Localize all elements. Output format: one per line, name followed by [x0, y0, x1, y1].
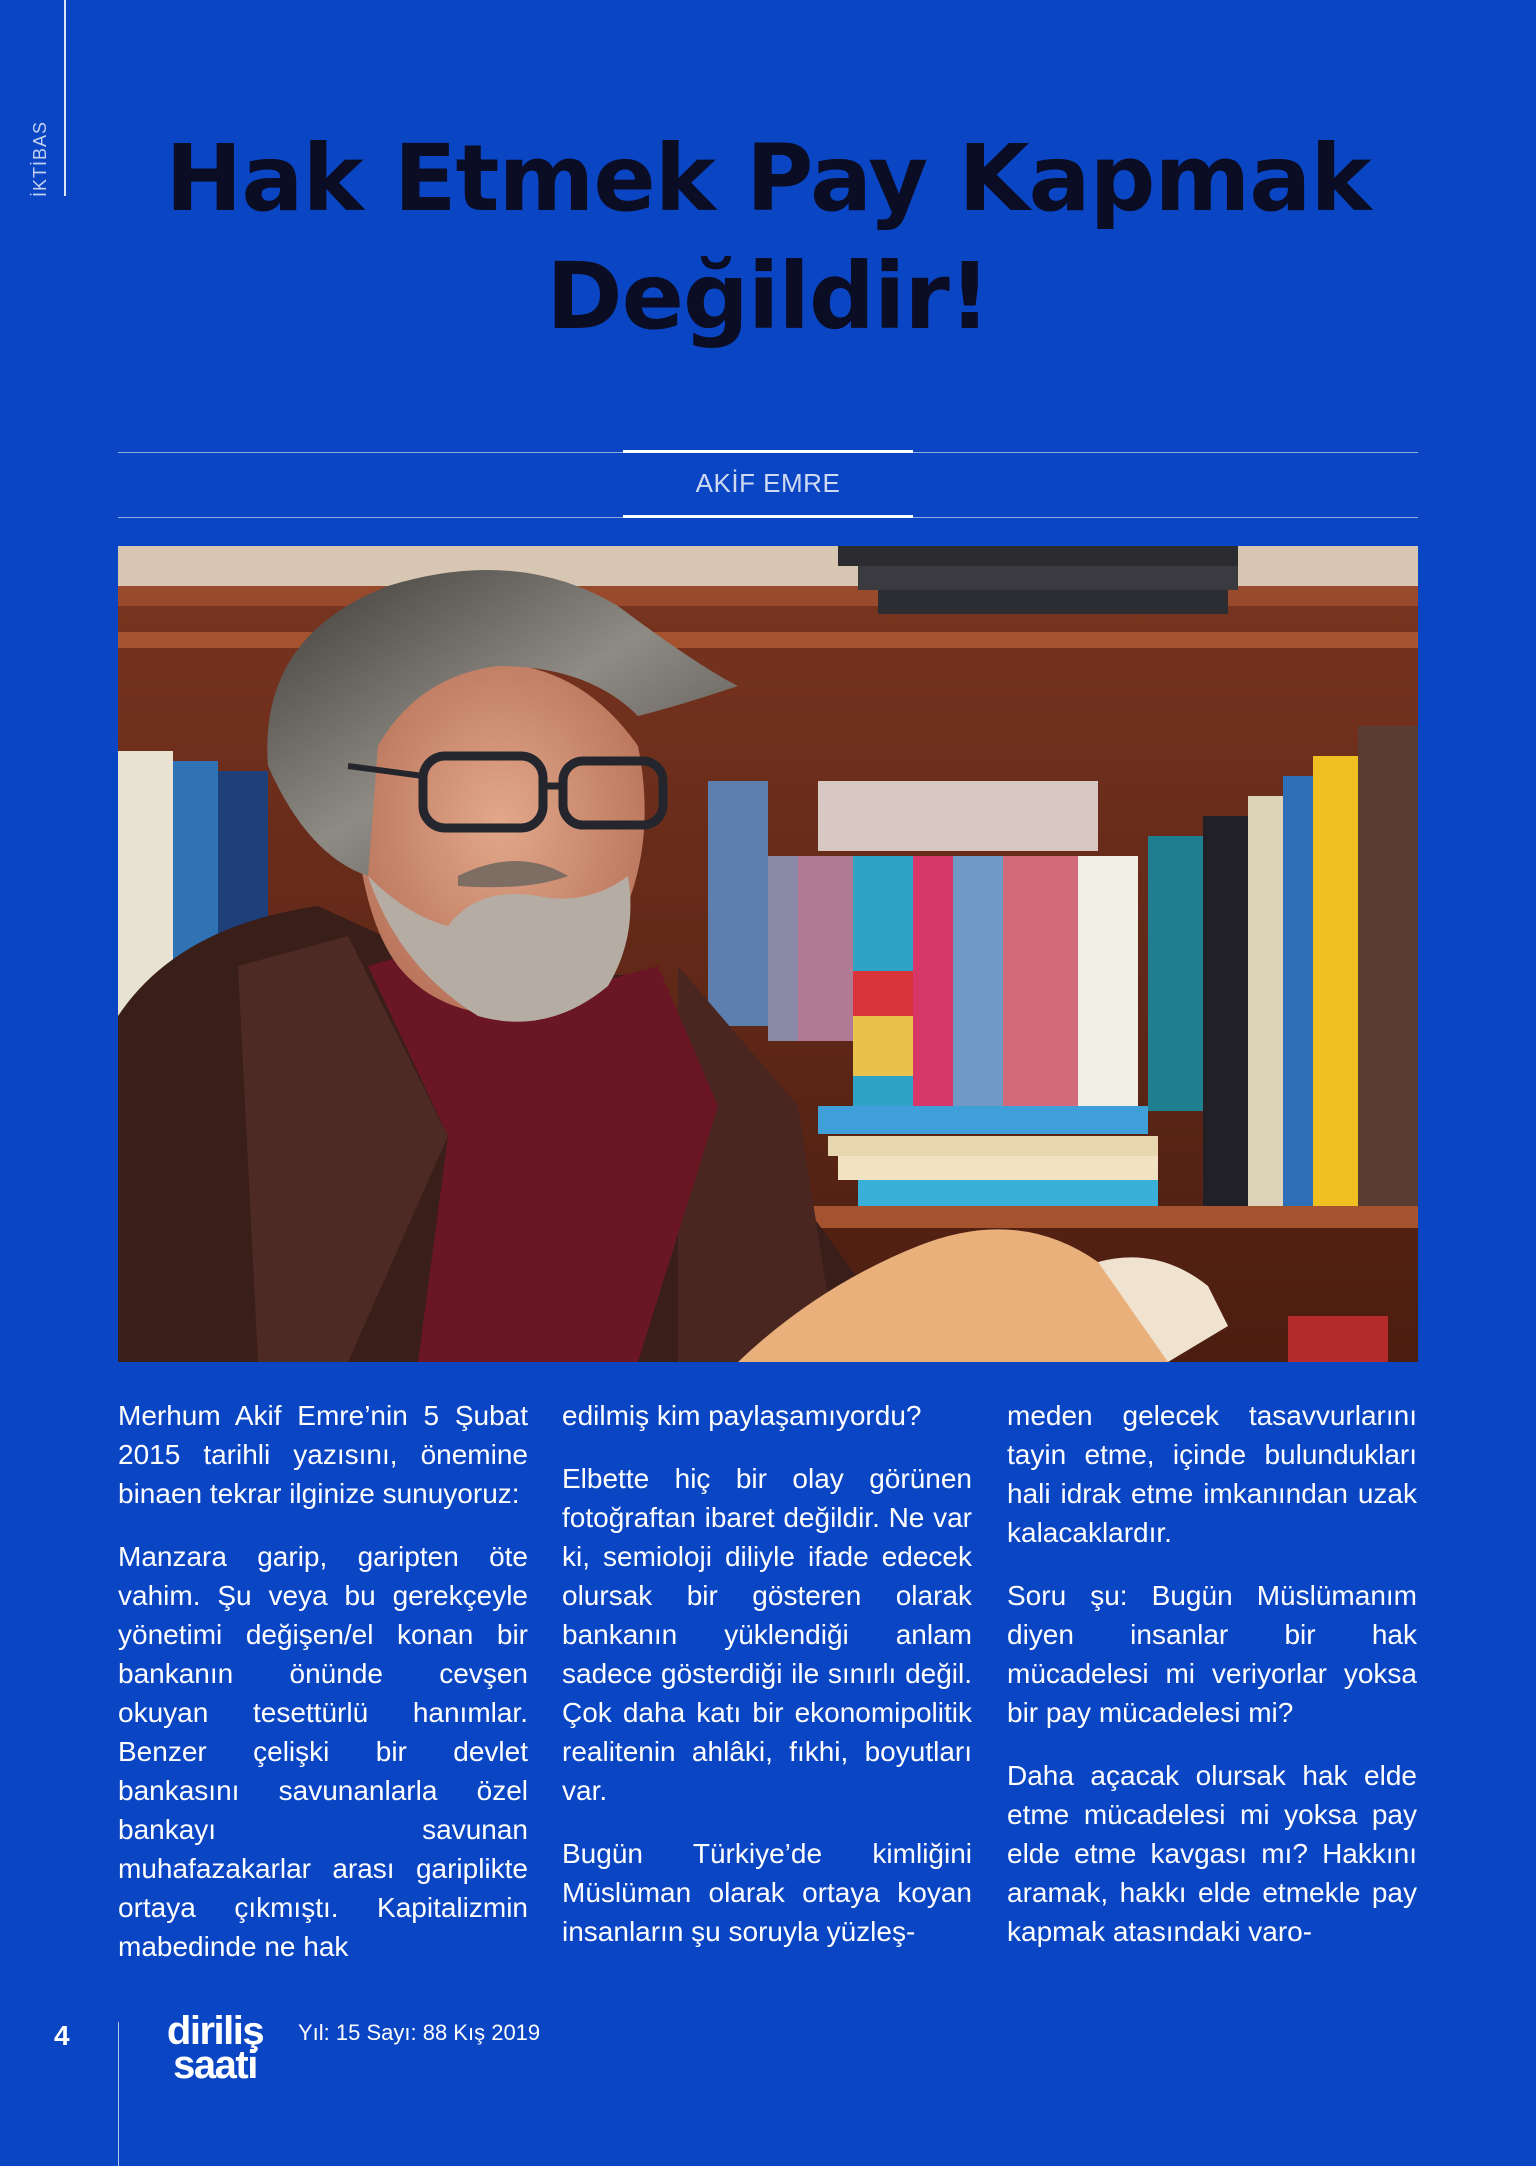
section-label: İKTİBAS	[30, 120, 50, 197]
issue-info: Yıl: 15 Sayı: 88 Kış 2019	[298, 2020, 541, 2045]
text-column-3	[1007, 1396, 1417, 1975]
paragraph: Bugün Türkiye’de kimliğini Müslüman olarak ortaya koyan insanların şu soruyla yüzleş-	[562, 1838, 972, 1947]
paragraph: Daha açacak olursak hak elde etme mücadelesi mi yoksa pay elde etme kavgası mı? Hakkını aramak, hakkı elde etmekle pay kapmak atasındaki varo-	[1007, 1760, 1417, 1947]
footer-divider	[118, 2022, 119, 2166]
text-column-1	[118, 1396, 528, 1990]
author-name: AKİF EMRE	[695, 468, 841, 498]
paragraph: edilmiş kim paylaşamıyordu?	[562, 1400, 922, 1431]
left-margin-rule	[64, 0, 66, 196]
article-title: Hak Etmek Pay Kapmak Değildir!	[165, 125, 1371, 350]
byline-accent-top	[623, 450, 913, 453]
paragraph: Soru şu: Bugün Müslümanım diyen insanlar bir hak mücadelesi mi veriyorlar yoksa bir pay mücadelesi mi?	[1007, 1580, 1417, 1728]
logo-line-2: saati	[173, 2043, 257, 2087]
byline-accent-bottom	[623, 515, 913, 518]
paragraph: Merhum Akif Emre’nin 5 Şubat 2015 tarihli yazısını, önemine binaen tekrar ilginize sunuyoruz:	[118, 1400, 528, 1509]
paragraph: Elbette hiç bir olay görünen fotoğraftan ibaret değildir. Ne var ki, semioloji diliyle ifade edecek olursak bir gösteren olarak bankanın yüklendiği anlam sadece gösterdiği ile sınırlı değil. Çok daha katı bir ekonomipolitik realitenin ahlâki, fıkhi, boyutları var.	[562, 1463, 972, 1806]
paragraph: Manzara garip, garipten öte vahim. Şu veya bu gerekçeyle yönetimi değişen/el konan bir bankanın önünde cevşen okuyan tesettürlü hanımlar. Benzer çelişki bir devlet bankasını savunanlarla özel bankayı savunan muhafazakarlar arası gariplikte ortaya çıkmıştı. Kapitalizmin mabedinde ne hak	[118, 1541, 528, 1962]
logo-line-1: diriliş	[166, 2009, 264, 2053]
page-number: 4	[54, 2020, 70, 2051]
author-photo	[118, 546, 1418, 1362]
paragraph: meden gelecek tasavvurlarını tayin etme, içinde bulundukları hali idrak etme imkanından uzak kalacaklardır.	[1007, 1400, 1417, 1548]
text-column-2	[562, 1396, 972, 1975]
magazine-logo	[150, 2009, 280, 2087]
author-photo-illustration	[118, 546, 1418, 1362]
